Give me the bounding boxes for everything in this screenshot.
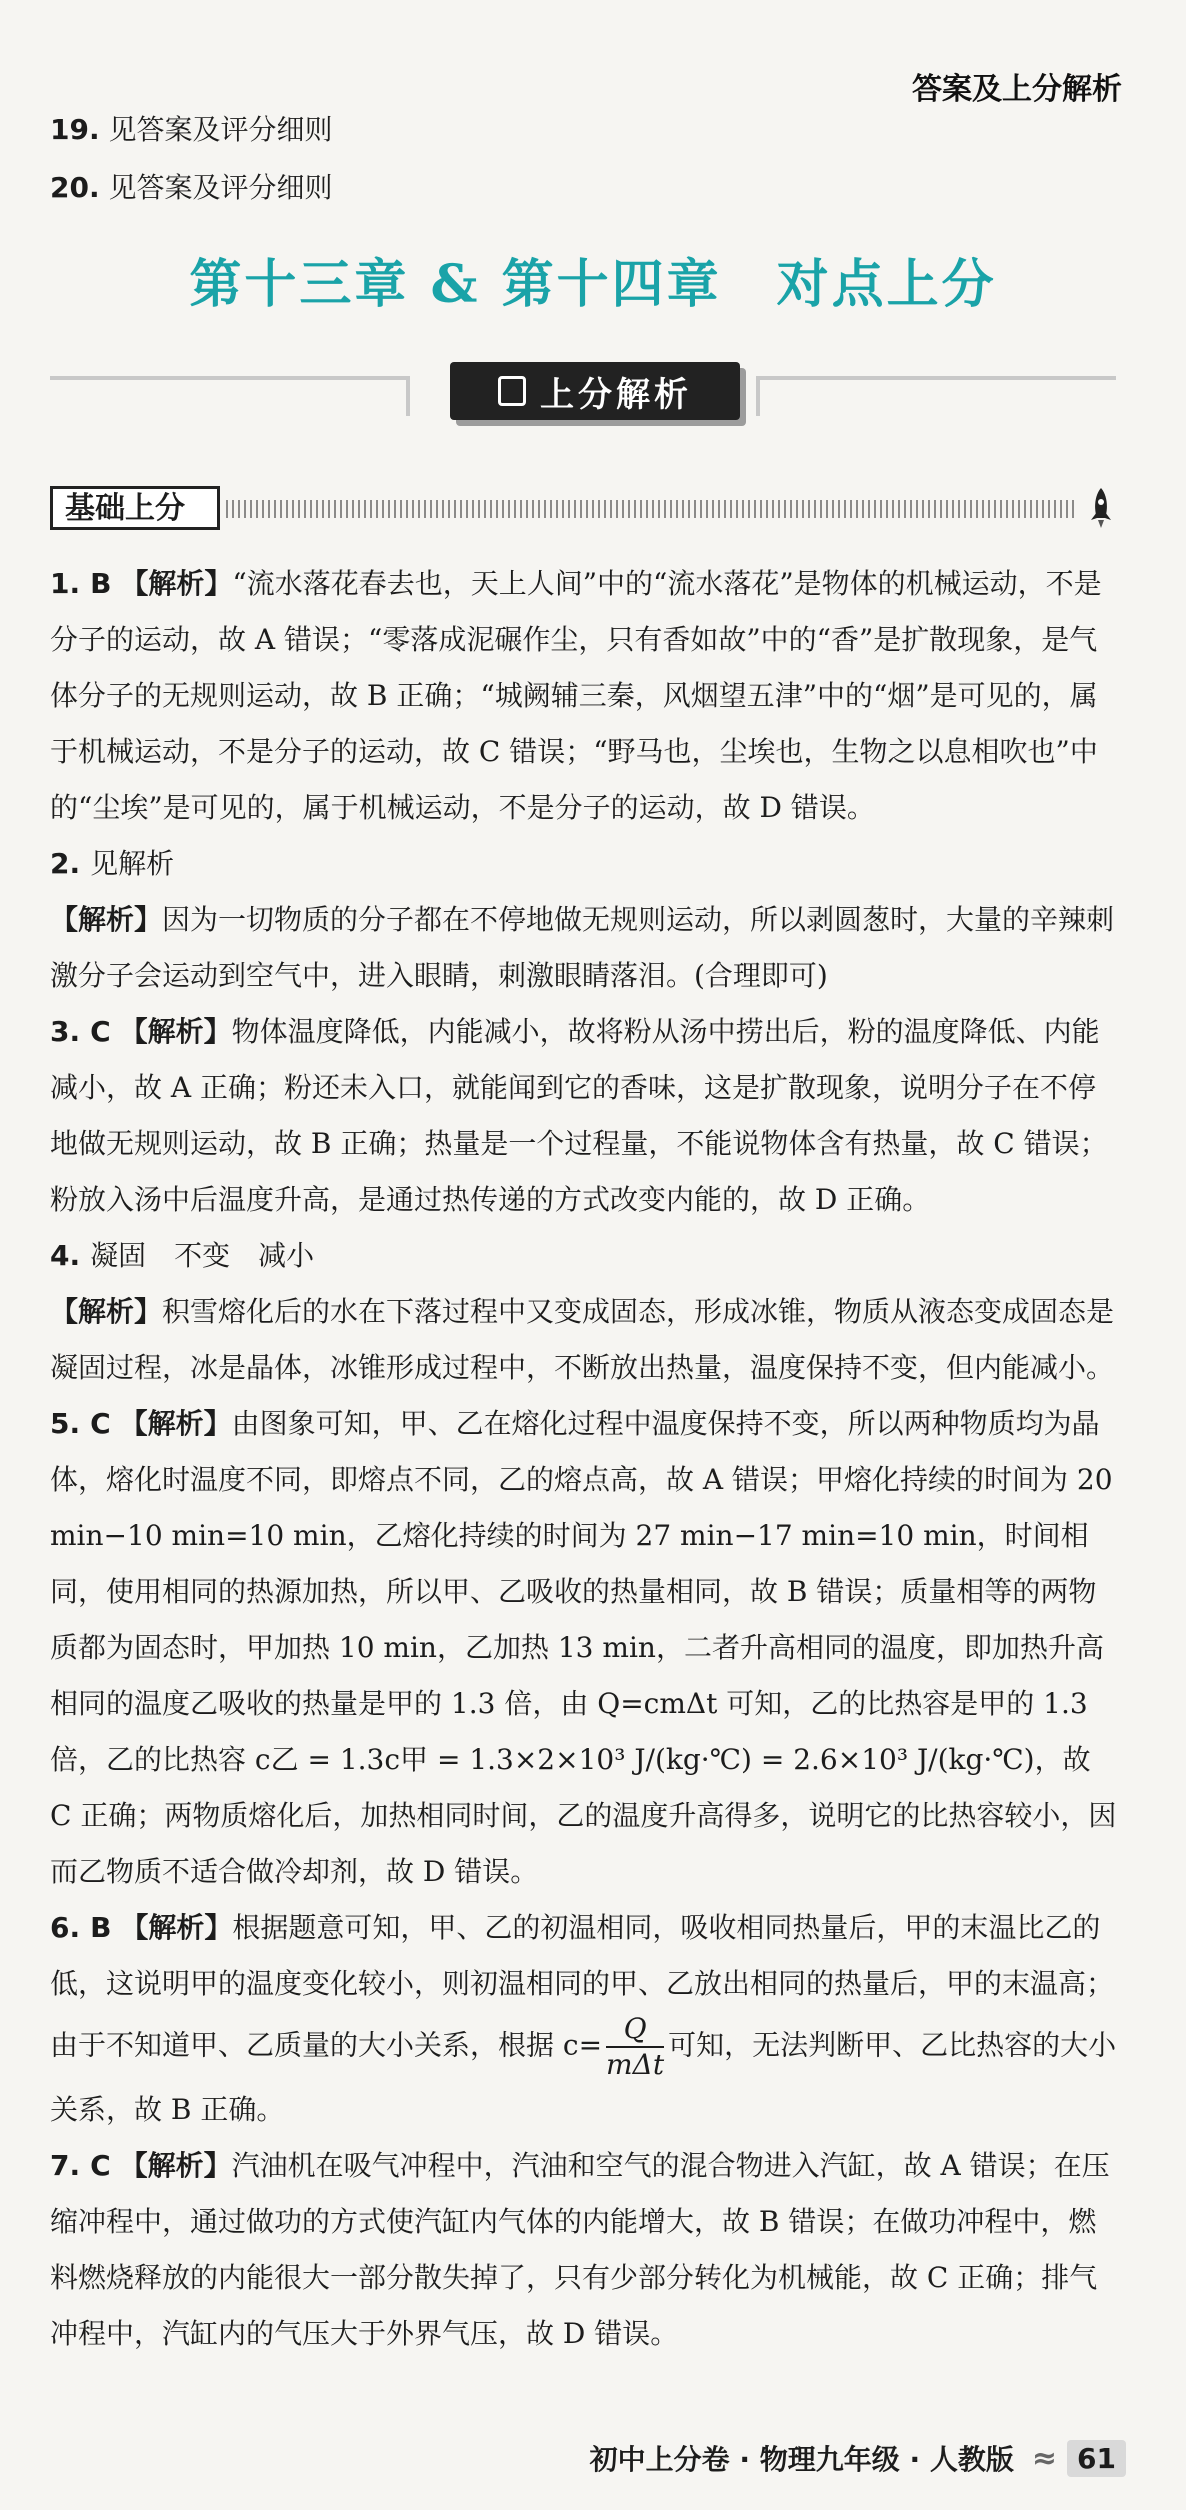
page-number: 61: [1067, 2440, 1126, 2477]
analysis-tag: 【解析】: [119, 1407, 232, 1440]
document-icon: [498, 376, 526, 406]
header-title: 答案及上分解析: [912, 72, 1122, 107]
answer-item-2: [50, 836, 1120, 892]
item-text: 见答案及评分细则: [108, 113, 333, 146]
item-number: 2.: [50, 847, 81, 880]
answer-item-3: [50, 1004, 1120, 1228]
rocket-icon: [1086, 486, 1116, 530]
answer-letter: C: [90, 1015, 111, 1048]
analysis-tag: 【解析】: [50, 903, 163, 936]
answer-head: 凝固 不变 减小: [90, 1239, 315, 1272]
analysis-text: 积雪熔化后的水在下落过程中又变成固态，形成冰锥，物质从液态变成固态是凝固过程，冰是晶体，冰锥形成过程中，不断放出热量，温度保持不变，但内能减小。: [50, 1295, 1115, 1384]
item-number: 7.: [50, 2149, 81, 2182]
analysis-text: 因为一切物质的分子都在不停地做无规则运动，所以剥圆葱时，大量的辛辣刺激分子会运动到空气中，进入眼睛，刺激眼睛落泪。(合理即可): [50, 903, 1115, 992]
analysis-text: “流水落花春去也，天上人间”中的“流水落花”是物体的机械运动，不是分子的运动，故 A 错误；“零落成泥碾作尘，只有香如故”中的“香”是扩散现象，是气体分子的无规则运动，故 B 正确；“城阙辅三秦，风烟望五津”中的“烟”是可见的，属于机械运动，不是分子的运动，故 C 错误；“野马也，尘埃也，生物之以息相吹也”中的“尘埃”是可见的，属于机械运动，不是分子的运动，故 D 错误。: [50, 567, 1102, 824]
analysis-tag: 【解析】: [120, 1911, 233, 1944]
prior-item-19: [50, 108, 333, 148]
answer-head: 见解析: [90, 847, 175, 880]
analysis-text: 根据题意可知，甲、乙的初温相同，吸收相同热量后，甲的末温比乙的低，这说明甲的温度变化较小，则初温相同的甲、乙放出相同的热量后，甲的末温高；由于不知道甲、乙质量的大小关系，根据 c=: [50, 1911, 1115, 2062]
book-title: 初中上分卷 · 物理九年级 · 人教版: [589, 2443, 1014, 2476]
answer-item-5: [50, 1396, 1120, 1900]
page-footer: [590, 2438, 1126, 2478]
answer-item-4: [50, 1228, 1120, 1284]
section-divider: [226, 500, 1076, 518]
answer-item-1: [50, 556, 1120, 836]
analysis-4: [50, 1284, 1120, 1396]
formula-fraction: [606, 2012, 664, 2082]
banner-box: [450, 362, 740, 420]
chapter-title: 第十三章 & 第十四章 对点上分: [189, 254, 997, 315]
item-number: 1.: [50, 567, 81, 600]
banner-label: 上分解析: [540, 374, 692, 415]
fraction-denominator: mΔt: [606, 2048, 665, 2081]
analysis-tag: 【解析】: [119, 2149, 232, 2182]
item-number: 6.: [50, 1911, 81, 1944]
section-label: 基础上分: [50, 486, 220, 530]
analysis-tag: 【解析】: [119, 1015, 232, 1048]
fraction-numerator: Q: [606, 2012, 664, 2048]
prior-item-20: [50, 166, 333, 206]
item-number: 4.: [50, 1239, 81, 1272]
answer-item-6: [50, 1900, 1120, 2138]
item-number: 5.: [50, 1407, 81, 1440]
answer-list: [50, 556, 1120, 2362]
analysis-text-cont: 可知，无法判断甲、乙比热容的大小关系，故 B 正确。: [50, 2028, 1117, 2126]
item-number: 19.: [50, 113, 100, 146]
analysis-banner: [50, 362, 1116, 432]
analysis-tag: 【解析】: [120, 567, 233, 600]
item-number: 3.: [50, 1015, 81, 1048]
answer-letter: C: [90, 2149, 111, 2182]
analysis-text: 物体温度降低，内能减小，故将粉从汤中捞出后，粉的温度降低、内能减小，故 A 正确；粉还未入口，就能闻到它的香味，这是扩散现象，说明分子在不停地做无规则运动，故 B 正确；热量是一个过程量，不能说物体含有热量，故 C 错误；粉放入汤中后温度升高，是通过热传递的方式改变内能的，故 D 正确。: [50, 1015, 1108, 1216]
answer-letter: C: [90, 1407, 111, 1440]
banner-drop-left: [406, 376, 410, 416]
item-text: 见答案及评分细则: [108, 171, 333, 204]
analysis-2: [50, 892, 1120, 1004]
section-header: [50, 486, 1116, 532]
banner-line-left: [50, 376, 410, 380]
item-number: 20.: [50, 171, 100, 204]
analysis-tag: 【解析】: [50, 1295, 163, 1328]
banner-drop-right: [756, 376, 760, 416]
answer-letter: B: [90, 567, 112, 600]
analysis-text: 由图象可知，甲、乙在熔化过程中温度保持不变，所以两种物质均为晶体，熔化时温度不同，即熔点不同，乙的熔点高，故 A 错误；甲熔化持续的时间为 20 min−10 min=10 min，乙熔化持续的时间为 27 min−17 min=10 min，时间相同，使用相同的热源加热，所以甲、乙吸收的热量相同，故 B 错误；质量相等的两物质都为固态时，甲加热 10 min，乙加热 13 min，二者升高相同的温度，即加热升高相同的温度乙吸收的热量是甲的 1.3 倍，由 Q=cmΔt 可知，乙的比热容是甲的 1.3 倍，乙的比热容 c乙 = 1.3c甲 = 1.3×2×10³ J/(kg·℃) = 2.6×10³ J/(kg·℃)，故 C 正确；两物质熔化后，加热相同时间，乙的温度升高得多，说明它的比热容较小，因而乙物质不适合做冷却剂，故 D 错误。: [50, 1407, 1117, 1888]
wave-icon: ≈: [1031, 2440, 1058, 2476]
analysis-text: 汽油机在吸气冲程中，汽油和空气的混合物进入汽缸，故 A 错误；在压缩冲程中，通过做功的方式使汽缸内气体的内能增大，故 B 错误；在做功冲程中，燃料燃烧释放的内能很大一部分散失掉了，只有少部分转化为机械能，故 C 正确；排气冲程中，汽缸内的气压大于外界气压，故 D 错误。: [50, 2149, 1110, 2350]
answer-item-7: [50, 2138, 1120, 2362]
answer-letter: B: [90, 1911, 112, 1944]
banner-line-right: [756, 376, 1116, 380]
